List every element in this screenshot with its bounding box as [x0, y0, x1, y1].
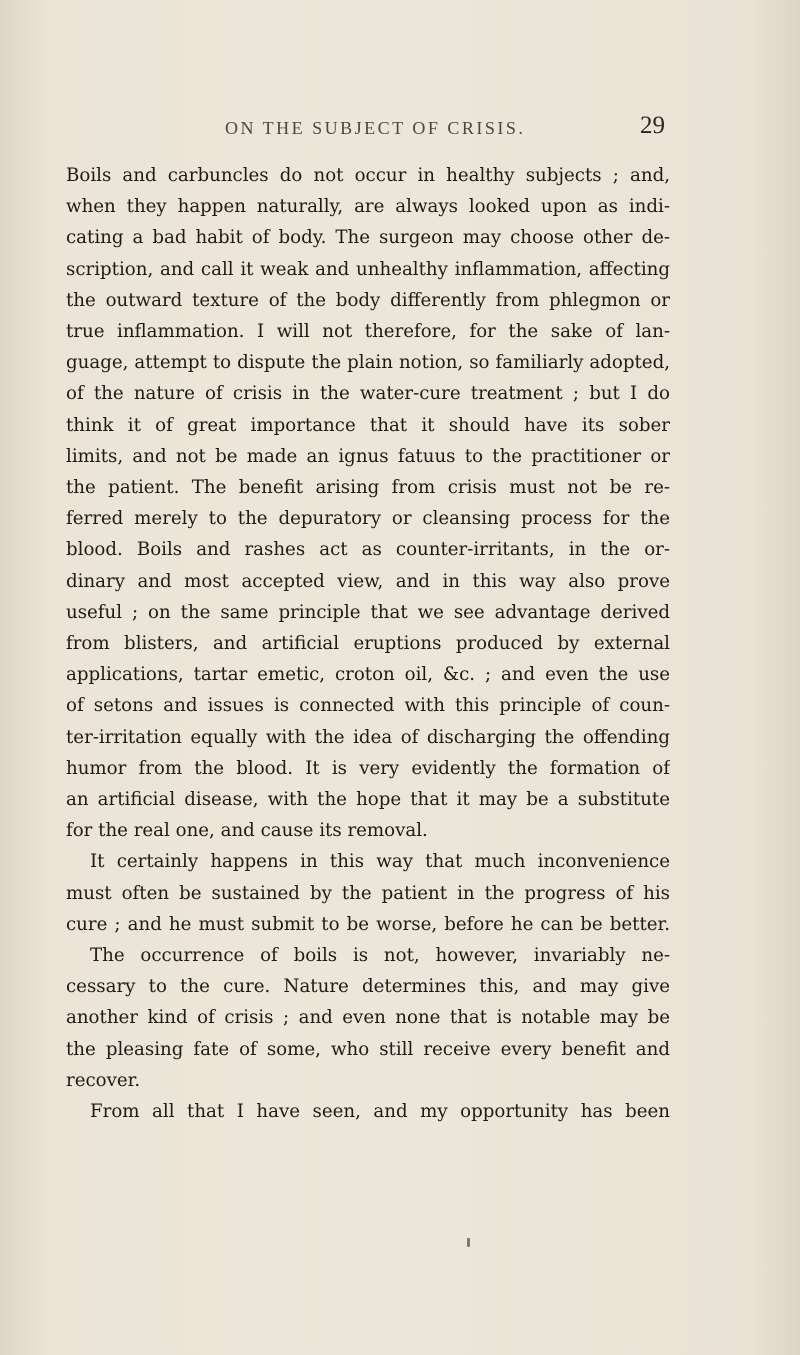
body-text	[66, 160, 670, 1127]
text-line: true inflammation. I will not therefore, for the sake of lan-	[66, 321, 670, 343]
text-line: ferred merely to the depuratory or cleansing process for the	[66, 508, 670, 530]
text-line: the pleasing fate of some, who still receive every benefit and	[66, 1038, 670, 1060]
text-line: an artificial disease, with the hope that it may be a substitute	[66, 789, 670, 811]
text-line: the patient. The benefit arising from crisis must not be re-	[66, 477, 670, 499]
running-head: ON THE SUBJECT OF CRISIS.	[225, 118, 526, 138]
text-line: guage, attempt to dispute the plain notion, so familiarly adopted,	[66, 352, 670, 374]
text-line: useful ; on the same principle that we see advantage derived	[66, 601, 670, 623]
text-line: from blisters, and artificial eruptions produced by external	[66, 633, 670, 655]
text-line: applications, tartar emetic, croton oil, &c. ; and even the use	[66, 664, 670, 686]
text-line: ter-irritation equally with the idea of discharging the offending	[66, 726, 670, 748]
text-line: of the nature of crisis in the water-cure treatment ; but I do	[66, 383, 670, 405]
text-line: the outward texture of the body differently from phlegmon or	[66, 289, 670, 311]
text-line: another kind of crisis ; and even none that is notable may be	[66, 1007, 670, 1029]
text-line: It certainly happens in this way that much inconvenience	[90, 851, 670, 873]
text-line: of setons and issues is connected with this principle of coun-	[66, 695, 670, 717]
text-line: blood. Boils and rashes act as counter-irritants, in the or-	[66, 539, 670, 561]
ink-speck	[467, 1238, 470, 1247]
text-line: for the real one, and cause its removal.	[66, 820, 428, 842]
text-line: dinary and most accepted view, and in this way also prove	[66, 570, 670, 592]
text-line: think it of great importance that it should have its sober	[66, 414, 670, 436]
text-line: From all that I have seen, and my opportunity has been	[90, 1101, 670, 1123]
text-line: recover.	[66, 1069, 141, 1091]
text-line: The occurrence of boils is not, however, invariably ne-	[90, 945, 670, 967]
text-line: humor from the blood. It is very evidently the formation of	[66, 757, 670, 779]
text-line: limits, and not be made an ignus fatuus to the practitioner or	[66, 445, 670, 467]
text-line: cating a bad habit of body. The surgeon may choose other de-	[66, 227, 670, 249]
text-line: Boils and carbuncles do not occur in healthy subjects ; and,	[66, 165, 670, 186]
text-line: must often be sustained by the patient in the progress of his	[66, 882, 670, 904]
text-line: cure ; and he must submit to be worse, before he can be better.	[66, 913, 670, 935]
page-number: 29	[640, 112, 665, 139]
text-line: when they happen naturally, are always looked upon as indi-	[66, 196, 670, 218]
text-line: scription, and call it weak and unhealthy inflammation, affecting	[66, 258, 670, 280]
text-line: cessary to the cure. Nature determines this, and may give	[66, 976, 670, 998]
